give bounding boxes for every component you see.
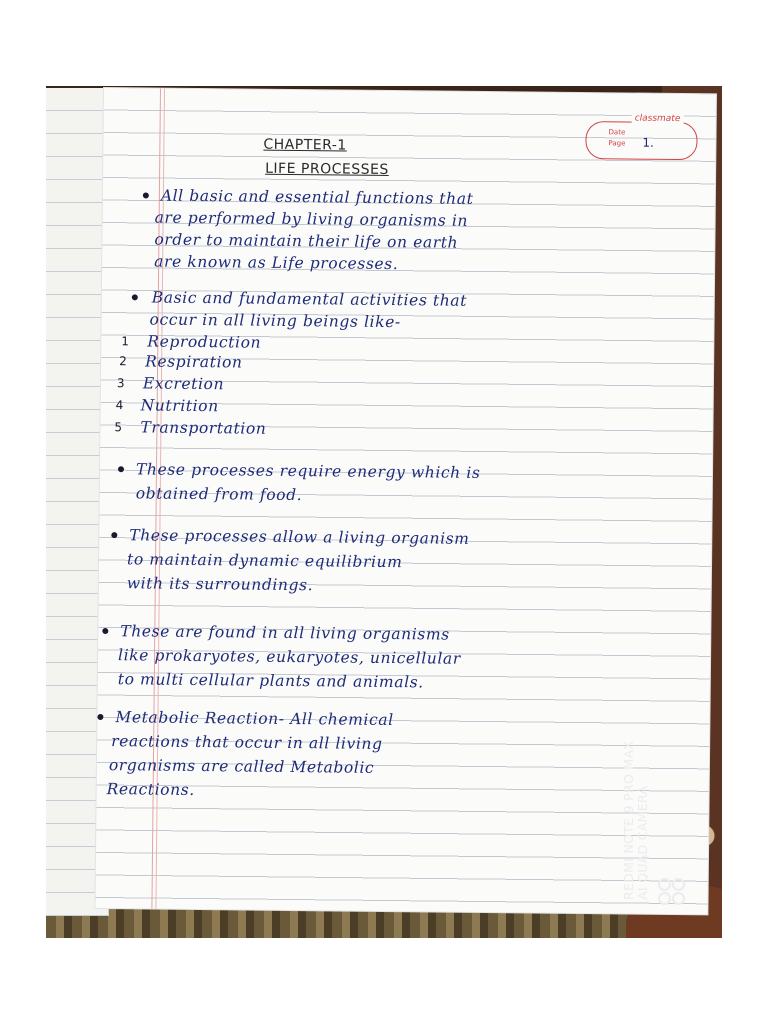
handwritten-line: are performed by living organisms in (154, 208, 469, 230)
bullet (102, 628, 108, 634)
handwritten-line: are known as Life processes. (154, 252, 399, 274)
watermark-line-2: AI QUAD CAMERA (635, 785, 650, 900)
handwritten-line: organisms are called Metabolic (108, 756, 375, 777)
handwritten-line: Metabolic Reaction- All chemical (115, 708, 394, 730)
handwritten-line: All basic and essential functions that (160, 186, 474, 208)
list-number: 4 (115, 398, 124, 413)
handwritten-line: order to maintain their life on earth (154, 230, 459, 252)
camera-rings-icon (658, 878, 688, 908)
page-title: LIFE PROCESSES (265, 160, 389, 178)
handwritten-line: These are found in all living organisms (120, 622, 450, 644)
bullet (111, 532, 117, 538)
handwritten-line: These processes allow a living organism (129, 526, 470, 548)
handwritten-line: Reactions. (106, 780, 195, 799)
date-page-stamp (585, 121, 697, 160)
brand-logo: classmate (632, 114, 684, 125)
handwritten-line: obtained from food. (135, 484, 303, 505)
list-number: 2 (119, 354, 127, 369)
list-item: Excretion (142, 374, 225, 394)
list-item: Transportation (140, 418, 267, 438)
handwritten-line: occur in all living beings like- (149, 310, 401, 332)
camera-watermark (622, 700, 702, 910)
handwritten-line: reactions that occur in all living (111, 732, 383, 753)
handwritten-line: Basic and fundamental activities that (151, 288, 468, 310)
handwritten-line: to multi cellular plants and animals. (117, 670, 424, 692)
stamp-date-label: Date (608, 128, 626, 137)
handwritten-line: like prokaryotes, eukaryotes, unicellular (117, 646, 461, 668)
stamp-page-label: Page (608, 139, 626, 148)
page-number: 1. (642, 135, 654, 150)
bullet (97, 714, 103, 720)
list-number: 5 (114, 420, 123, 435)
handwritten-line: with its surroundings. (126, 574, 314, 595)
list-number: 1 (121, 334, 130, 349)
list-item: Reproduction (147, 332, 262, 352)
bullet (132, 294, 138, 300)
bullet (118, 466, 124, 472)
watermark-line-1: REDMI NOTE 9 PRO MAX (621, 740, 636, 900)
list-item: Nutrition (140, 396, 219, 416)
handwritten-line: to maintain dynamic equilibrium (126, 550, 403, 572)
list-item: Respiration (145, 352, 243, 372)
list-number: 3 (116, 376, 125, 391)
handwritten-line: These processes require energy which is (135, 460, 481, 482)
bullet (143, 192, 149, 198)
chapter-heading: CHAPTER-1 (263, 136, 347, 154)
